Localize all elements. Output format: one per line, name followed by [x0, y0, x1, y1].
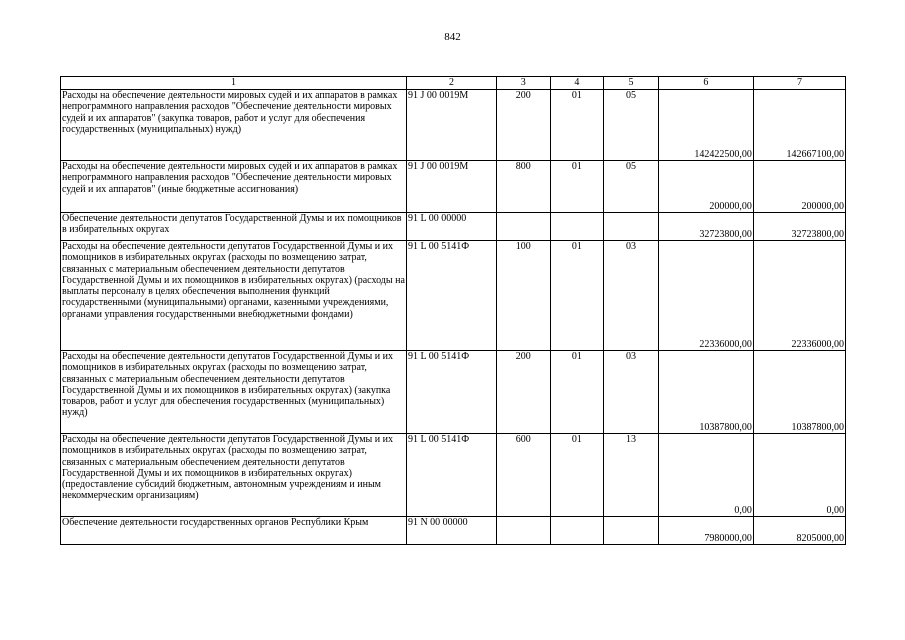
row-rz-code: 01 [550, 90, 604, 161]
row-pr-code [604, 517, 659, 545]
row-vr-code: 600 [496, 434, 550, 517]
row-amount-1: 22336000,00 [658, 241, 753, 351]
row-pr-code: 13 [604, 434, 659, 517]
row-vr-code: 200 [496, 351, 550, 434]
table-row [61, 213, 846, 241]
header-col-4: 4 [550, 77, 604, 90]
row-name: Расходы на обеспечение деятельности депутатов Государственной Думы и их помощников в избирательных округах (расходы по возмещению затрат, связанных с материальным обеспечением деятельности депутатов Государственной Думы и их помощников в избирательных округах) (предоставление субсидий бюджетным, автономным учреждениям и иным некоммерческим организациям) [61, 434, 407, 517]
row-vr-code: 200 [496, 90, 550, 161]
row-name: Обеспечение деятельности государственных органов Республики Крым [61, 517, 407, 545]
row-amount-1: 10387800,00 [658, 351, 753, 434]
row-name: Расходы на обеспечение деятельности депутатов Государственной Думы и их помощников в избирательных округах (расходы по возмещению затрат, связанных с материальным обеспечением деятельности депутатов Государственной Думы и их помощников в избирательных округах) (закупка товаров, работ и услуг для обеспечения государственных (муниципальных) нужд) [61, 351, 407, 434]
table-row [61, 161, 846, 213]
header-col-1: 1 [61, 77, 407, 90]
row-vr-code: 100 [496, 241, 550, 351]
row-amount-1: 32723800,00 [658, 213, 753, 241]
row-vr-code [496, 517, 550, 545]
row-pr-code [604, 213, 659, 241]
row-amount-1: 200000,00 [658, 161, 753, 213]
header-row [61, 77, 846, 90]
budget-table [60, 76, 846, 545]
row-amount-2: 142667100,00 [753, 90, 845, 161]
row-amount-2: 8205000,00 [753, 517, 845, 545]
row-csr-code: 91 L 00 00000 [406, 213, 496, 241]
row-rz-code [550, 213, 604, 241]
row-vr-code [496, 213, 550, 241]
row-csr-code: 91 J 00 0019M [406, 90, 496, 161]
row-amount-2: 22336000,00 [753, 241, 845, 351]
row-amount-1: 0,00 [658, 434, 753, 517]
table-row [61, 90, 846, 161]
header-col-2: 2 [406, 77, 496, 90]
row-csr-code: 91 J 00 0019M [406, 161, 496, 213]
page-number: 842 [444, 31, 461, 43]
row-name: Расходы на обеспечение деятельности мировых судей и их аппаратов в рамках непрограммного направления расходов "Обеспечение деятельности мировых судей и их аппаратов" (иные бюджетные ассигнования) [61, 161, 407, 213]
row-rz-code [550, 517, 604, 545]
row-pr-code: 05 [604, 90, 659, 161]
row-amount-2: 0,00 [753, 434, 845, 517]
row-amount-2: 32723800,00 [753, 213, 845, 241]
row-amount-2: 10387800,00 [753, 351, 845, 434]
row-amount-1: 142422500,00 [658, 90, 753, 161]
table-row [61, 351, 846, 434]
row-name: Расходы на обеспечение деятельности депутатов Государственной Думы и их помощников в избирательных округах (расходы по возмещению затрат, связанных с материальным обеспечением деятельности депутатов Государственной Думы и их помощников в избирательных округах) (расходы на выплаты персоналу в целях обеспечения выполнения функций государственными (муниципальными) органами, казенными учреждениями, органами управления государственными внебюджетными фондами) [61, 241, 407, 351]
row-rz-code: 01 [550, 161, 604, 213]
row-amount-2: 200000,00 [753, 161, 845, 213]
table-row [61, 517, 846, 545]
table-row [61, 434, 846, 517]
table-row [61, 241, 846, 351]
row-csr-code: 91 L 00 5141Ф [406, 434, 496, 517]
header-col-6: 6 [658, 77, 753, 90]
row-pr-code: 05 [604, 161, 659, 213]
row-pr-code: 03 [604, 351, 659, 434]
row-csr-code: 91 L 00 5141Ф [406, 241, 496, 351]
row-csr-code: 91 L 00 5141Ф [406, 351, 496, 434]
row-name: Расходы на обеспечение деятельности мировых судей и их аппаратов в рамках непрограммного направления расходов "Обеспечение деятельности мировых судей и их аппаратов" (закупка товаров, работ и услуг для обеспечения государственных (муниципальных) нужд) [61, 90, 407, 161]
row-amount-1: 7980000,00 [658, 517, 753, 545]
row-pr-code: 03 [604, 241, 659, 351]
row-rz-code: 01 [550, 351, 604, 434]
row-name: Обеспечение деятельности депутатов Государственной Думы и их помощников в избирательных округах [61, 213, 407, 241]
header-col-3: 3 [496, 77, 550, 90]
header-col-7: 7 [753, 77, 845, 90]
row-vr-code: 800 [496, 161, 550, 213]
row-rz-code: 01 [550, 241, 604, 351]
header-col-5: 5 [604, 77, 659, 90]
row-rz-code: 01 [550, 434, 604, 517]
row-csr-code: 91 N 00 00000 [406, 517, 496, 545]
